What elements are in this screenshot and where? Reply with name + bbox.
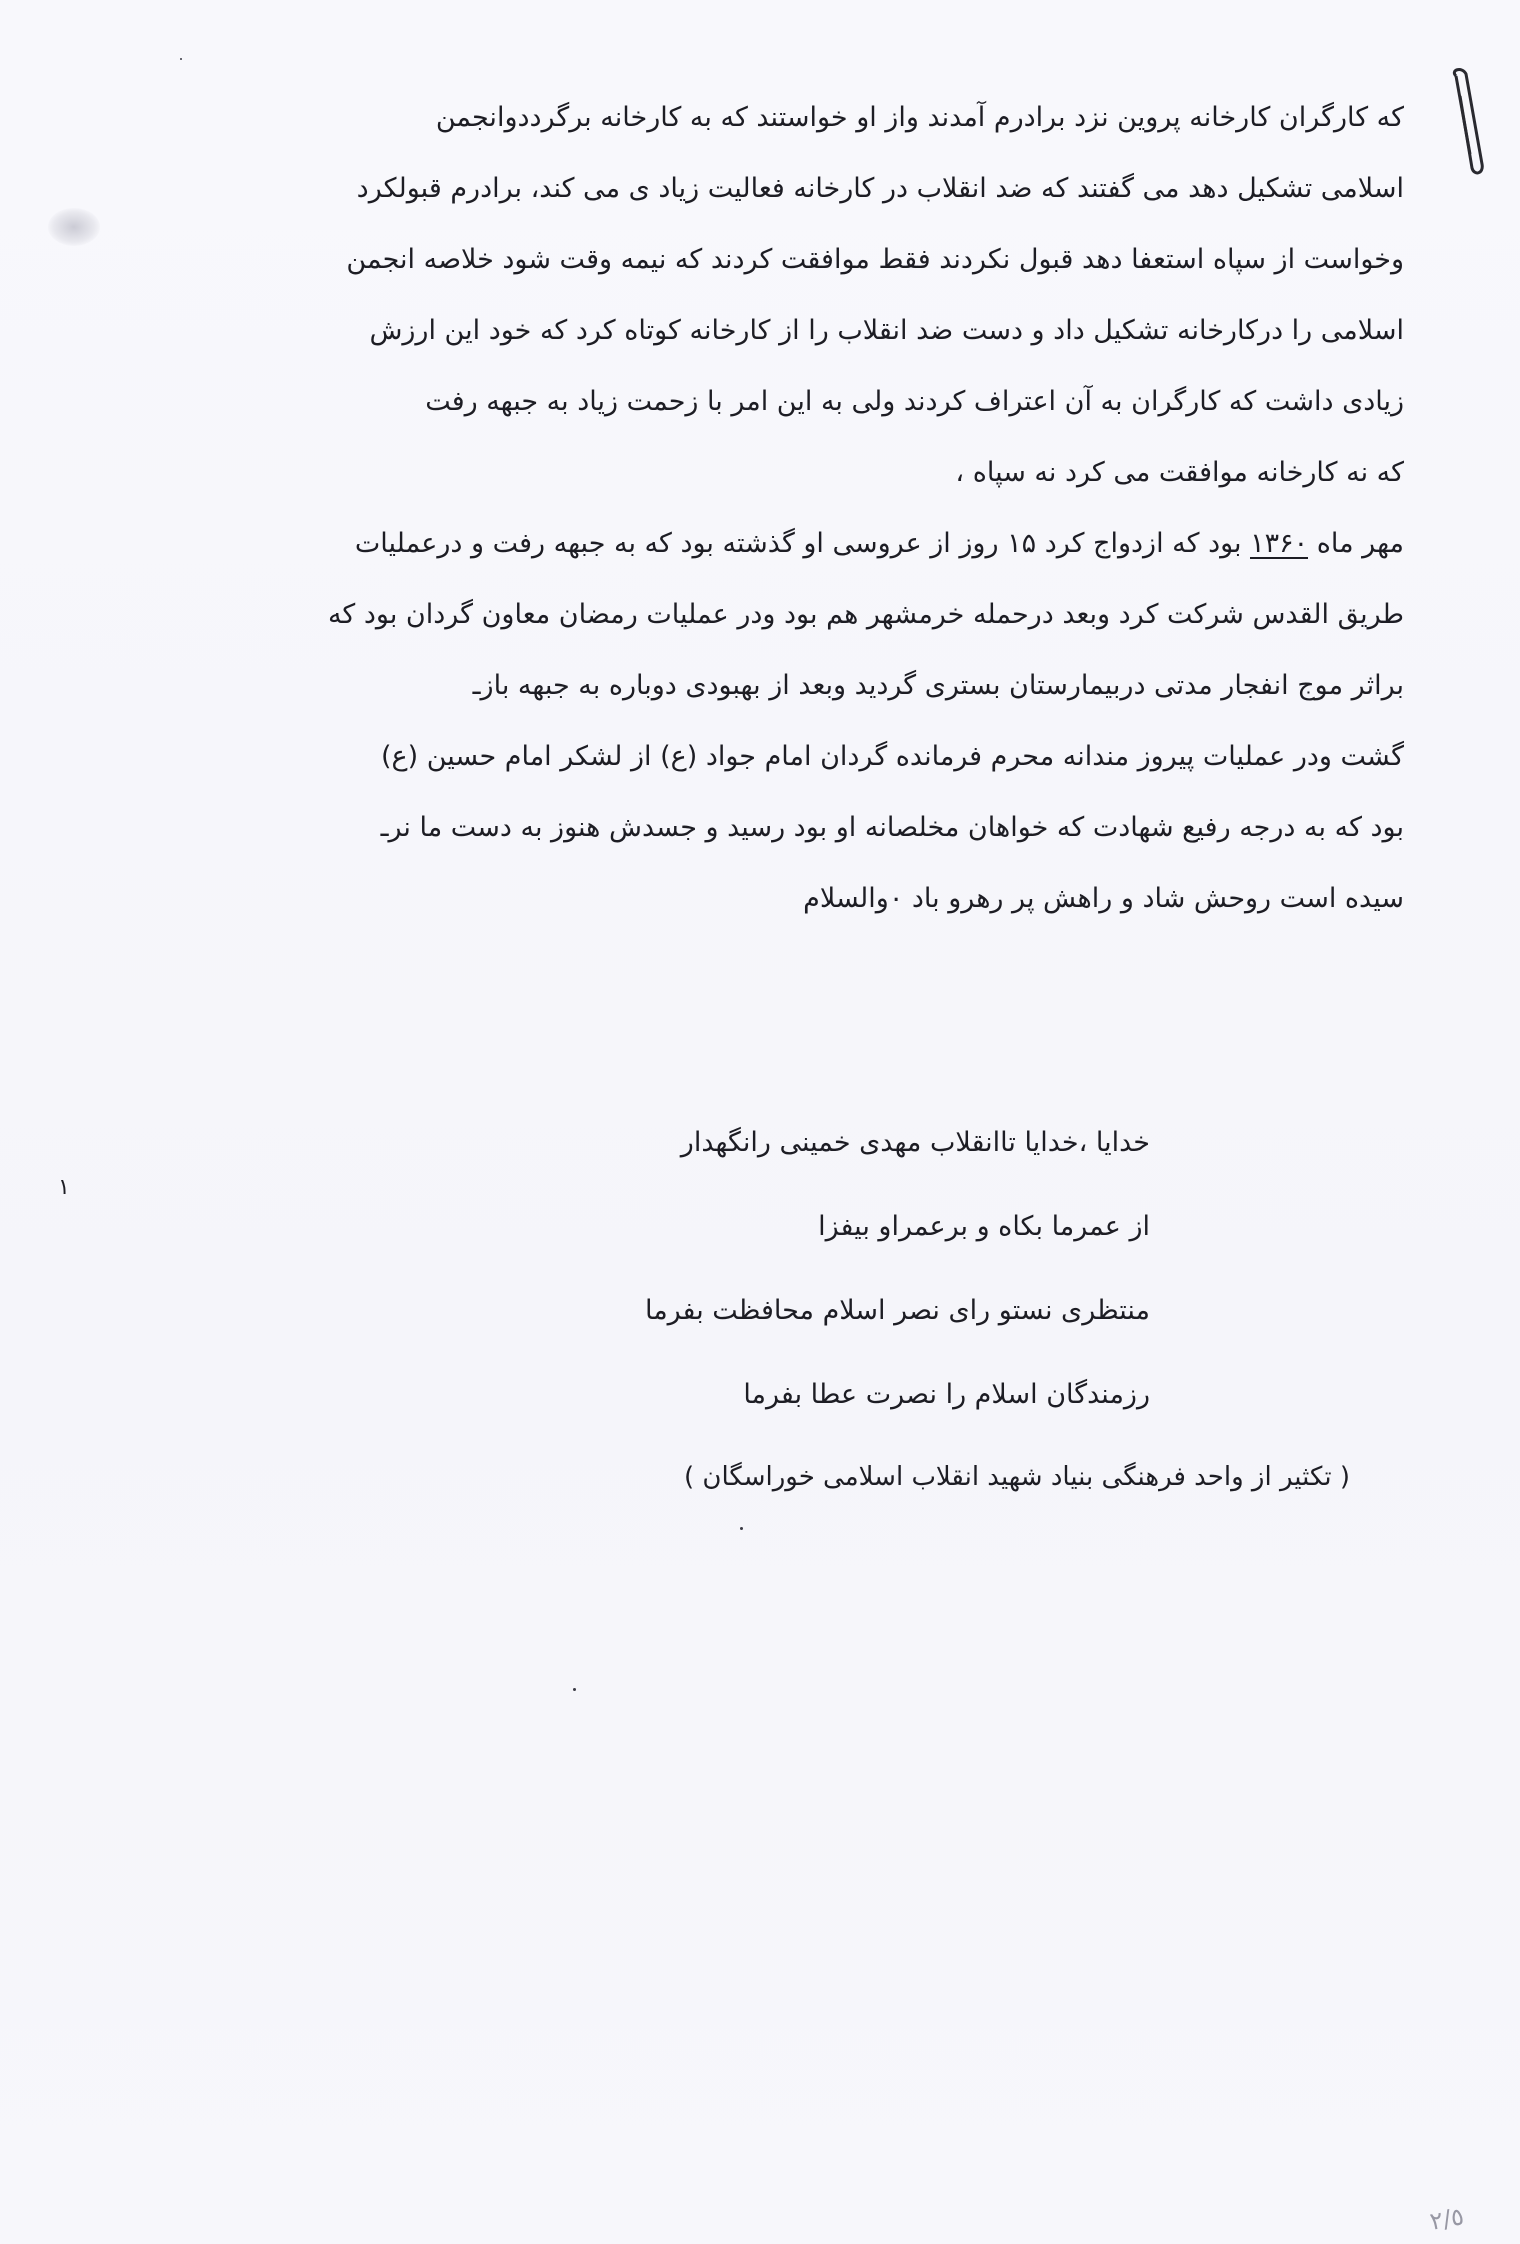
- body-line: بود که به درجه رفیع شهادت که خواهان مخلصانه او بود رسید و جسدش هنوز به دست ما نرـ: [380, 812, 1404, 843]
- letter-body: [60, 82, 1404, 934]
- body-line-rest: بود که ازدواج کرد ۱۵ روز از عروسی او گذشته بود که به جبهه رفت و درعملیات: [354, 528, 1242, 559]
- body-line: اسلامی تشکیل دهد می گفتند که ضد انقلاب در کارخانه فعالیت زیاد ی می کند، برادرم قبولکرد: [356, 173, 1404, 204]
- verse-line: خدایا ،خدایا تاانقلاب مهدی خمینی رانگهدار: [680, 1127, 1150, 1158]
- publisher-credit: ( تکثیر از واحد فرهنگی بنیاد شهید انقلاب اسلامی خوراسگان ): [683, 1462, 1350, 1492]
- body-line: زیادی داشت که کارگران به آن اعتراف کردند ولی به این امر با زحمت زیاد به جبهه رفت: [425, 386, 1404, 417]
- verse-line: از عمرما بکاه و برعمراو بیفزا: [818, 1211, 1150, 1242]
- date-year: ۱۳۶۰: [1250, 528, 1309, 559]
- body-line: براثر موج انفجار مدتی دربیمارستان بستری گردید وبعد از بهبودی دوباره به جبهه بازـ: [472, 670, 1404, 701]
- verse-line: رزمندگان اسلام را نصرت عطا بفرما: [743, 1379, 1150, 1410]
- body-line-date: [60, 508, 1404, 579]
- body-line: گشت ودر عملیات پیروز مندانه محرم فرمانده گردان امام جواد (ع) از لشکر امام حسین (ع): [380, 741, 1404, 772]
- prayer-verse: [330, 1116, 1150, 1452]
- verse-line: منتظری نستو رای نصر اسلام محافظت بفرما: [644, 1295, 1150, 1326]
- margin-mark: ١: [58, 1175, 70, 1200]
- body-line: که کارگران کارخانه پروین نزد برادرم آمدند واز او خواستند که به کارخانه برگرددوانجمن: [435, 102, 1404, 133]
- date-month: مهر ماه: [1316, 528, 1404, 559]
- scan-speck: [180, 58, 182, 60]
- body-line: طریق القدس شرکت کرد وبعد درحمله خرمشهر هم بود ودر عملیات رمضان معاون گردان بود که: [327, 599, 1404, 630]
- body-line: که نه کارخانه موافقت می کرد نه سپاه ،: [955, 457, 1404, 488]
- paperclip-icon: [1448, 66, 1488, 176]
- scan-speck: [573, 1688, 576, 1691]
- scan-speck: [740, 1527, 743, 1530]
- body-line: اسلامی را درکارخانه تشکیل داد و دست ضد انقلاب را از کارخانه کوتاه کرد که خود این ارزش: [369, 315, 1404, 346]
- body-line: سیده است روحش شاد و راهش پر رهرو باد ٠والسلام: [803, 883, 1404, 914]
- corner-page-note: ٢/٥: [1427, 2202, 1467, 2236]
- body-line: وخواست از سپاه استعفا دهد قبول نکردند فقط موافقت کردند که نیمه وقت شود خلاصه انجمن: [346, 244, 1404, 275]
